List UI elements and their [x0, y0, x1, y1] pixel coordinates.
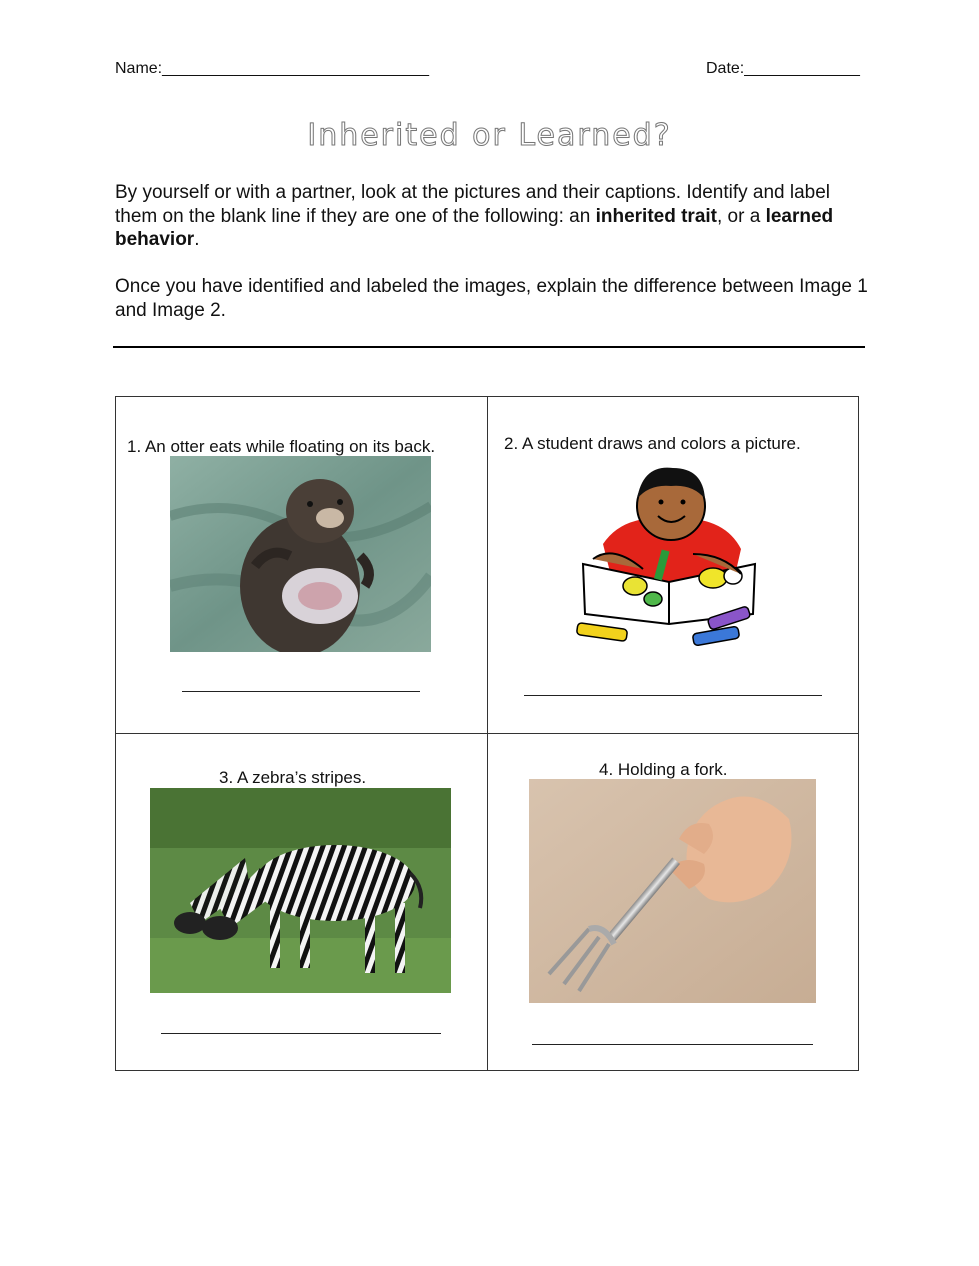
learned-behavior-term: learned behavior: [115, 205, 834, 250]
zebras-photo: [150, 788, 451, 993]
name-field-label: Name:______________________________: [115, 60, 430, 77]
explanation-answer-line[interactable]: [113, 346, 865, 348]
otter-photo: [170, 456, 431, 652]
worksheet-title: Inherited or Learned?: [307, 118, 672, 153]
answer-line-4[interactable]: [532, 1044, 813, 1045]
instructions-text: , or a: [717, 205, 766, 227]
caption-1: 1. An otter eats while floating on its back.: [127, 437, 436, 456]
instructions-paragraph-1: [115, 181, 875, 252]
answer-line-1[interactable]: [182, 691, 420, 692]
grid-divider-horizontal: [115, 733, 859, 734]
instructions-text: By yourself or with a partner, look at the pictures and their captions. Identify and label them on the blank line if they are one of the following: an: [115, 182, 831, 227]
answer-line-2[interactable]: [524, 695, 822, 696]
inherited-trait-term: inherited trait: [595, 205, 717, 227]
instructions-text: .: [194, 229, 200, 250]
answer-line-3[interactable]: [161, 1033, 441, 1034]
caption-4: 4. Holding a fork.: [599, 760, 728, 779]
caption-3: 3. A zebra’s stripes.: [219, 768, 367, 787]
caption-2: 2. A student draws and colors a picture.: [504, 434, 801, 453]
hand-holding-fork-photo: [529, 779, 816, 1003]
instructions-paragraph-2: Once you have identified and labeled the images, explain the difference between Image 1 and Image 2.: [115, 276, 868, 321]
student-drawing-image: [573, 454, 765, 654]
date-field-label: Date:_____________: [706, 60, 860, 77]
